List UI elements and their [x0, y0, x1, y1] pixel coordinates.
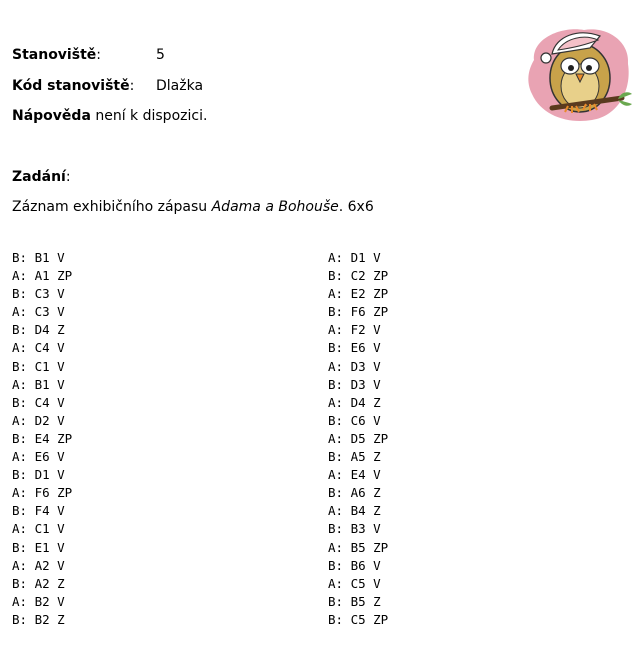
moves-left-column: [12, 249, 72, 629]
move-entry: A: D3 V: [328, 358, 381, 374]
move-entry: B: B1 V: [12, 250, 65, 265]
move-entry: A: C1 V: [12, 521, 65, 537]
move-entry: A: E2 ZP: [328, 286, 389, 302]
move-entry: A: B5 ZP: [328, 539, 389, 555]
move-entry: B: A2 Z: [12, 575, 65, 591]
move-entry: A: E4 V: [328, 467, 381, 483]
move-entry: A: A1 ZP: [12, 268, 73, 284]
move-entry: B: C3 V: [12, 286, 65, 302]
task-label-row: Zadání:: [12, 169, 71, 185]
move-entry: B: E1 V: [12, 539, 65, 555]
move-entry: B: A6 Z: [328, 485, 381, 501]
station-label-row: Stanoviště:: [12, 47, 101, 63]
hint-row: [12, 107, 207, 125]
task-label: Zadání: [12, 169, 66, 185]
task-text: [12, 198, 374, 216]
move-entry: A: F2 V: [328, 322, 381, 338]
move-entry: A: E6 V: [12, 449, 65, 465]
move-entry: A: C3 V: [12, 304, 65, 320]
move-entry: A: D1 V: [328, 250, 381, 265]
move-entry: B: E6 V: [328, 340, 381, 356]
move-entry: A: B1 V: [12, 376, 65, 392]
move-entry: B: A5 Z: [328, 449, 381, 465]
move-entry: B: C2 ZP: [328, 268, 389, 284]
move-entry: B: C6 V: [328, 412, 381, 428]
move-entry: A: C4 V: [12, 340, 65, 356]
station-value: 5: [156, 47, 165, 63]
code-label: Kód stanoviště: [12, 78, 130, 94]
move-entry: A: D5 ZP: [328, 430, 389, 446]
move-entry: A: A2 V: [12, 557, 65, 573]
code-label-row: Kód stanoviště:: [12, 78, 135, 94]
move-entry: B: B2 Z: [12, 611, 65, 627]
hint-label: Nápověda: [12, 108, 91, 124]
move-entry: B: D1 V: [12, 467, 65, 483]
move-entry: B: C5 ZP: [328, 611, 389, 627]
move-entry: B: F6 ZP: [328, 304, 389, 320]
station-label: Stanoviště: [12, 47, 97, 63]
move-entry: B: F4 V: [12, 503, 65, 519]
task-text-after: . 6x6: [338, 199, 374, 215]
move-entry: A: B2 V: [12, 593, 65, 609]
task-text-before: Záznam exhibičního zápasu: [12, 199, 212, 215]
task-names: Adama a Bohouše: [211, 199, 339, 215]
move-entry: A: C5 V: [328, 575, 381, 591]
move-entry: A: B4 Z: [328, 503, 381, 519]
move-entry: B: D4 Z: [12, 322, 65, 338]
hint-text: není k dispozici.: [90, 108, 208, 124]
move-entry: B: B3 V: [328, 521, 381, 537]
moves-right-column: [328, 249, 388, 629]
move-entry: A: F6 ZP: [12, 485, 73, 501]
move-entry: B: C4 V: [12, 394, 65, 410]
move-entry: A: D2 V: [12, 412, 65, 428]
move-entry: B: B6 V: [328, 557, 381, 573]
move-entry: A: D4 Z: [328, 394, 381, 410]
move-entry: B: C1 V: [12, 358, 65, 374]
move-entry: B: E4 ZP: [12, 430, 73, 446]
move-entry: B: D3 V: [328, 376, 381, 392]
move-entry: B: B5 Z: [328, 593, 381, 609]
code-value: Dlažka: [156, 78, 204, 94]
owl-icon: [522, 20, 634, 124]
